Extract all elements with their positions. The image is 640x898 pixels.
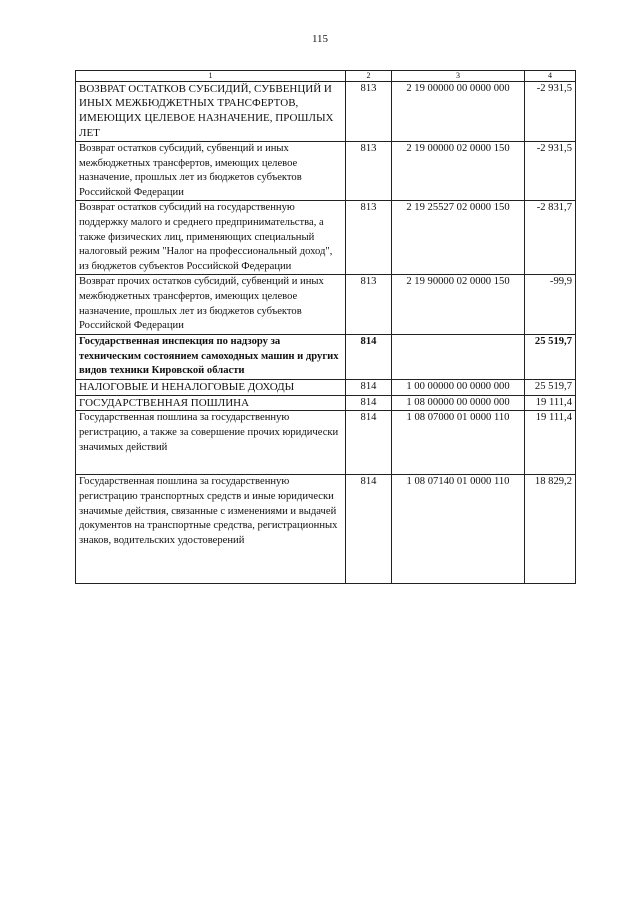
row-admin-code: 814: [346, 379, 392, 395]
page-number: 115: [311, 33, 329, 45]
column-number: 1: [76, 71, 346, 82]
row-budget-code: 1 08 00000 00 0000 000: [392, 395, 525, 411]
table-row: [76, 81, 576, 141]
row-amount: 18 829,2: [525, 475, 576, 584]
row-amount: 19 111,4: [525, 395, 576, 411]
row-admin-code: 813: [346, 275, 392, 334]
row-amount: -99,9: [525, 275, 576, 334]
row-budget-code: 1 08 07000 01 0000 110: [392, 411, 525, 475]
row-amount: 25 519,7: [525, 379, 576, 395]
row-budget-code: 1 08 07140 01 0000 110: [392, 475, 525, 584]
row-name: Возврат остатков субсидий, субвенций и иных межбюджетных трансфертов, имеющих целевое назначение, прошлых лет из бюджетов субъектов Российской Федерации: [76, 141, 346, 200]
row-name: Возврат прочих остатков субсидий, субвенций и иных межбюджетных трансфертов, имеющих целевое назначение, прошлых лет из бюджетов субъектов Российской Федерации: [76, 275, 346, 334]
row-budget-code: 2 19 25527 02 0000 150: [392, 201, 525, 275]
row-budget-code: 1 00 00000 00 0000 000: [392, 379, 525, 395]
table-row: [76, 141, 576, 200]
row-name: Государственная пошлина за государственную регистрацию, а также за совершение прочих юридически значимых действий: [76, 411, 346, 475]
table-row: [76, 201, 576, 275]
table-row: [76, 379, 576, 395]
row-amount: -2 931,5: [525, 141, 576, 200]
row-admin-code: 814: [346, 395, 392, 411]
row-name: Государственная пошлина за государственную регистрацию транспортных средств и иные юридически значимые действия, связанные с изменениями и выдачей документов на транспортные средства, регистрационных знаков, водительских удостоверений: [76, 475, 346, 584]
column-number-row: [76, 71, 576, 82]
row-name: Государственная инспекция по надзору за техническим состоянием самоходных машин и других видов техники Кировской области: [76, 334, 346, 379]
row-name: ГОСУДАРСТВЕННАЯ ПОШЛИНА: [76, 395, 346, 411]
table-row: [76, 475, 576, 584]
row-amount: 25 519,7: [525, 334, 576, 379]
row-admin-code: 814: [346, 475, 392, 584]
table-row: [76, 275, 576, 334]
column-number: 3: [392, 71, 525, 82]
table-row: [76, 395, 576, 411]
row-name: Возврат остатков субсидий на государственную поддержку малого и среднего предпринимательства, а также физических лиц, применяющих специальный налоговый режим "Налог на профессиональный доход", из бюджетов субъектов Российской Федерации: [76, 201, 346, 275]
row-budget-code: 2 19 90000 02 0000 150: [392, 275, 525, 334]
table-row: [76, 334, 576, 379]
table-row: [76, 411, 576, 475]
column-number: 4: [525, 71, 576, 82]
row-admin-code: 813: [346, 201, 392, 275]
row-admin-code: 813: [346, 141, 392, 200]
row-amount: 19 111,4: [525, 411, 576, 475]
row-name: ВОЗВРАТ ОСТАТКОВ СУБСИДИЙ, СУБВЕНЦИЙ И ИНЫХ МЕЖБЮДЖЕТНЫХ ТРАНСФЕРТОВ, ИМЕЮЩИХ ЦЕЛЕВОЕ НАЗНАЧЕНИЕ, ПРОШЛЫХ ЛЕТ: [76, 81, 346, 141]
row-budget-code: 2 19 00000 00 0000 000: [392, 81, 525, 141]
row-admin-code: 814: [346, 334, 392, 379]
row-amount: -2 831,7: [525, 201, 576, 275]
column-number: 2: [346, 71, 392, 82]
row-amount: -2 931,5: [525, 81, 576, 141]
row-budget-code: 2 19 00000 02 0000 150: [392, 141, 525, 200]
revenue-table: [75, 70, 576, 584]
row-budget-code: [392, 334, 525, 379]
row-admin-code: 814: [346, 411, 392, 475]
row-admin-code: 813: [346, 81, 392, 141]
row-name: НАЛОГОВЫЕ И НЕНАЛОГОВЫЕ ДОХОДЫ: [76, 379, 346, 395]
